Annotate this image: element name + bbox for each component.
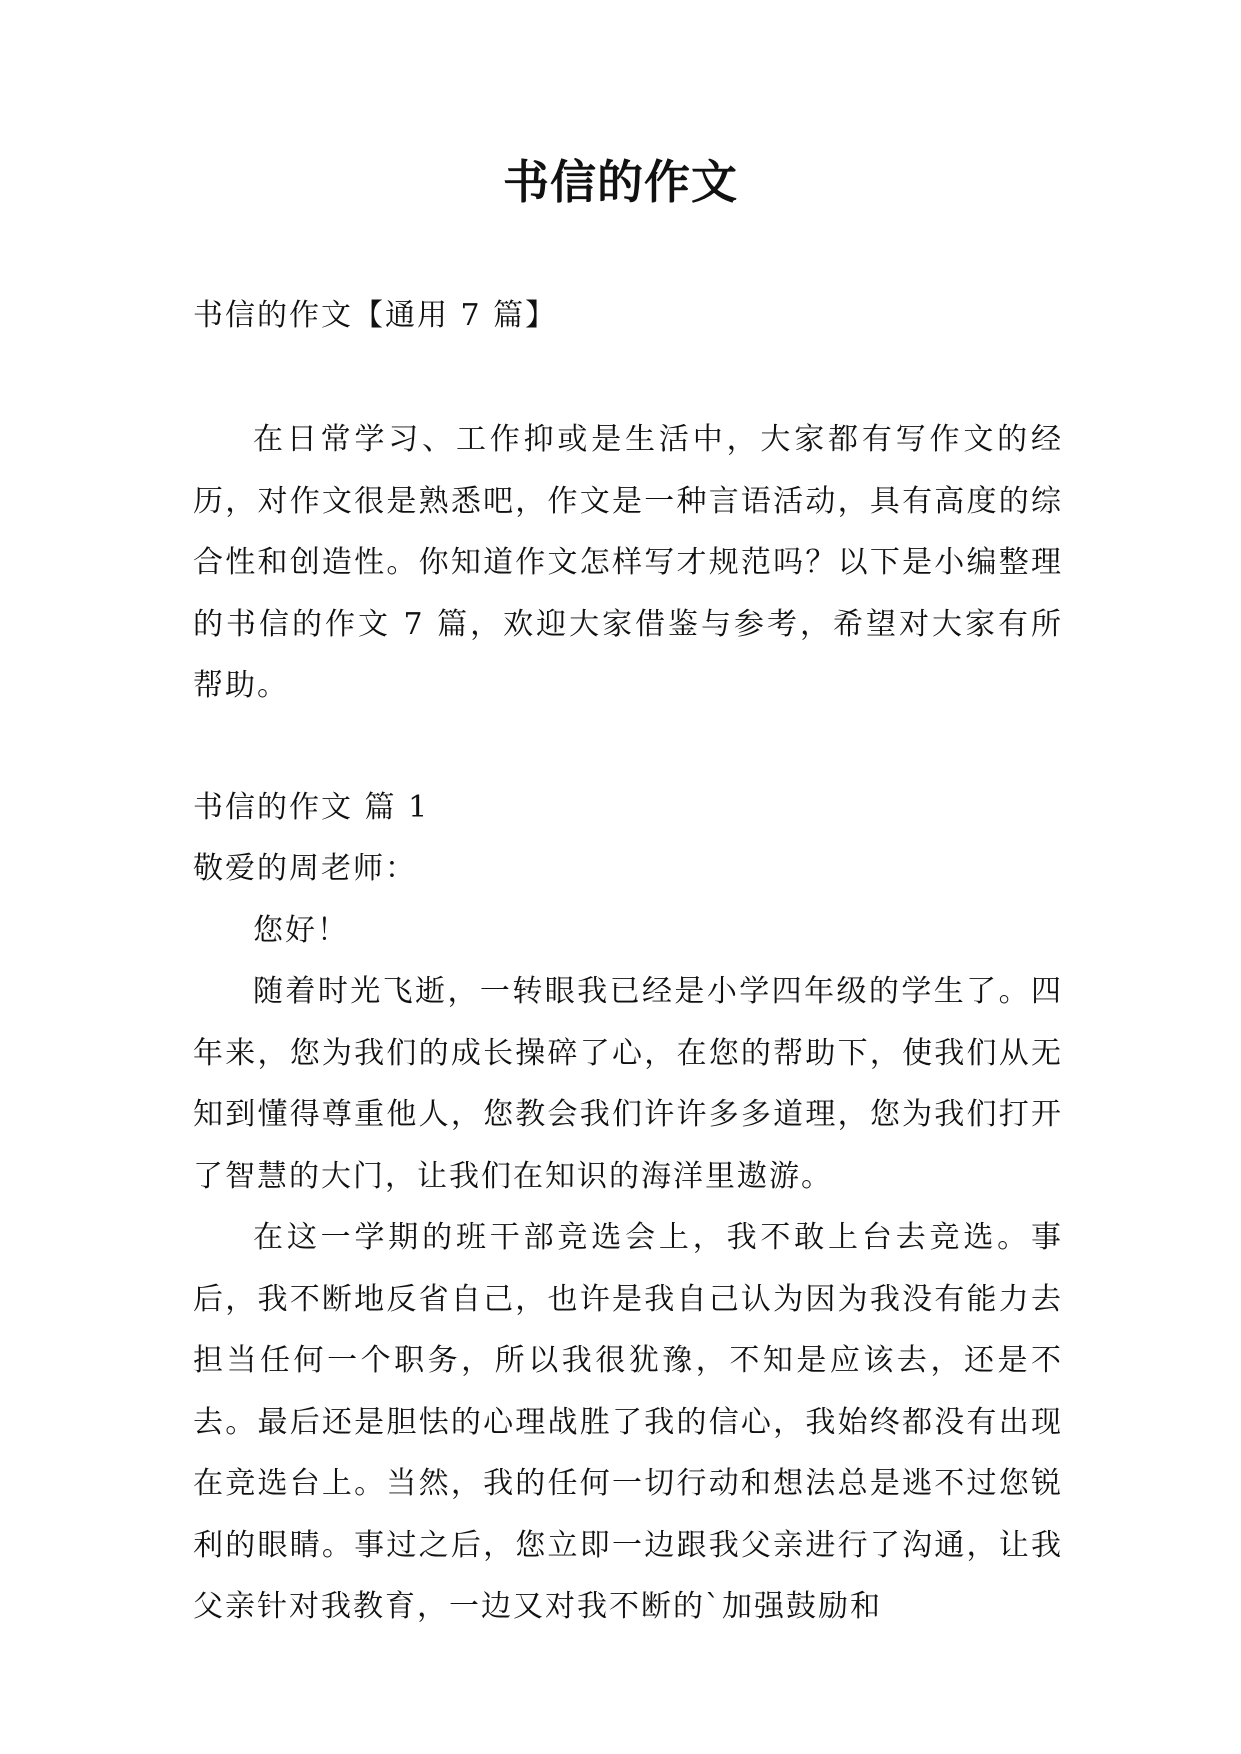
- section-heading: 书信的作文 篇 1: [193, 789, 430, 825]
- intro-paragraph: 在日常学习、工作抑或是生活中，大家都有写作文的经历，对作文很是熟悉吧，作文是一种言语活动，具有高度的综合性和创造性。你知道作文怎样写才规范吗？以下是小编整理的书信的作文 7 篇，欢迎大家借鉴与参考，希望对大家有所帮助。: [193, 422, 1063, 703]
- letter-greeting: 您好！: [253, 912, 349, 948]
- letter-salutation: 敬爱的周老师：: [193, 851, 417, 886]
- letter-paragraph: 随着时光飞逝，一转眼我已经是小学四年级的学生了。四年来，您为我们的成长操碎了心，在您的帮助下，使我们从无知到懂得尊重他人，您教会我们许许多多道理，您为我们打开了智慧的大门，让我们在知识的海洋里遨游。: [193, 974, 1063, 1194]
- letter-paragraph: 在这一学期的班干部竞选会上，我不敢上台去竞选。事后，我不断地反省自己，也许是我自己认为因为我没有能力去担当任何一个职务，所以我很犹豫，不知是应该去，还是不去。最后还是胆怯的心理战胜了我的信心，我始终都没有出现在竞选台上。当然，我的任何一切行动和想法总是逃不过您锐利的眼睛。事过之后，您立即一边跟我父亲进行了沟通，让我父亲针对我教育，一边又对我不断的`加强鼓励和: [193, 1220, 1063, 1624]
- document-title: 书信的作文: [503, 155, 738, 209]
- document-subtitle: 书信的作文【通用 7 篇】: [193, 298, 558, 333]
- document-body: [193, 285, 1063, 1638]
